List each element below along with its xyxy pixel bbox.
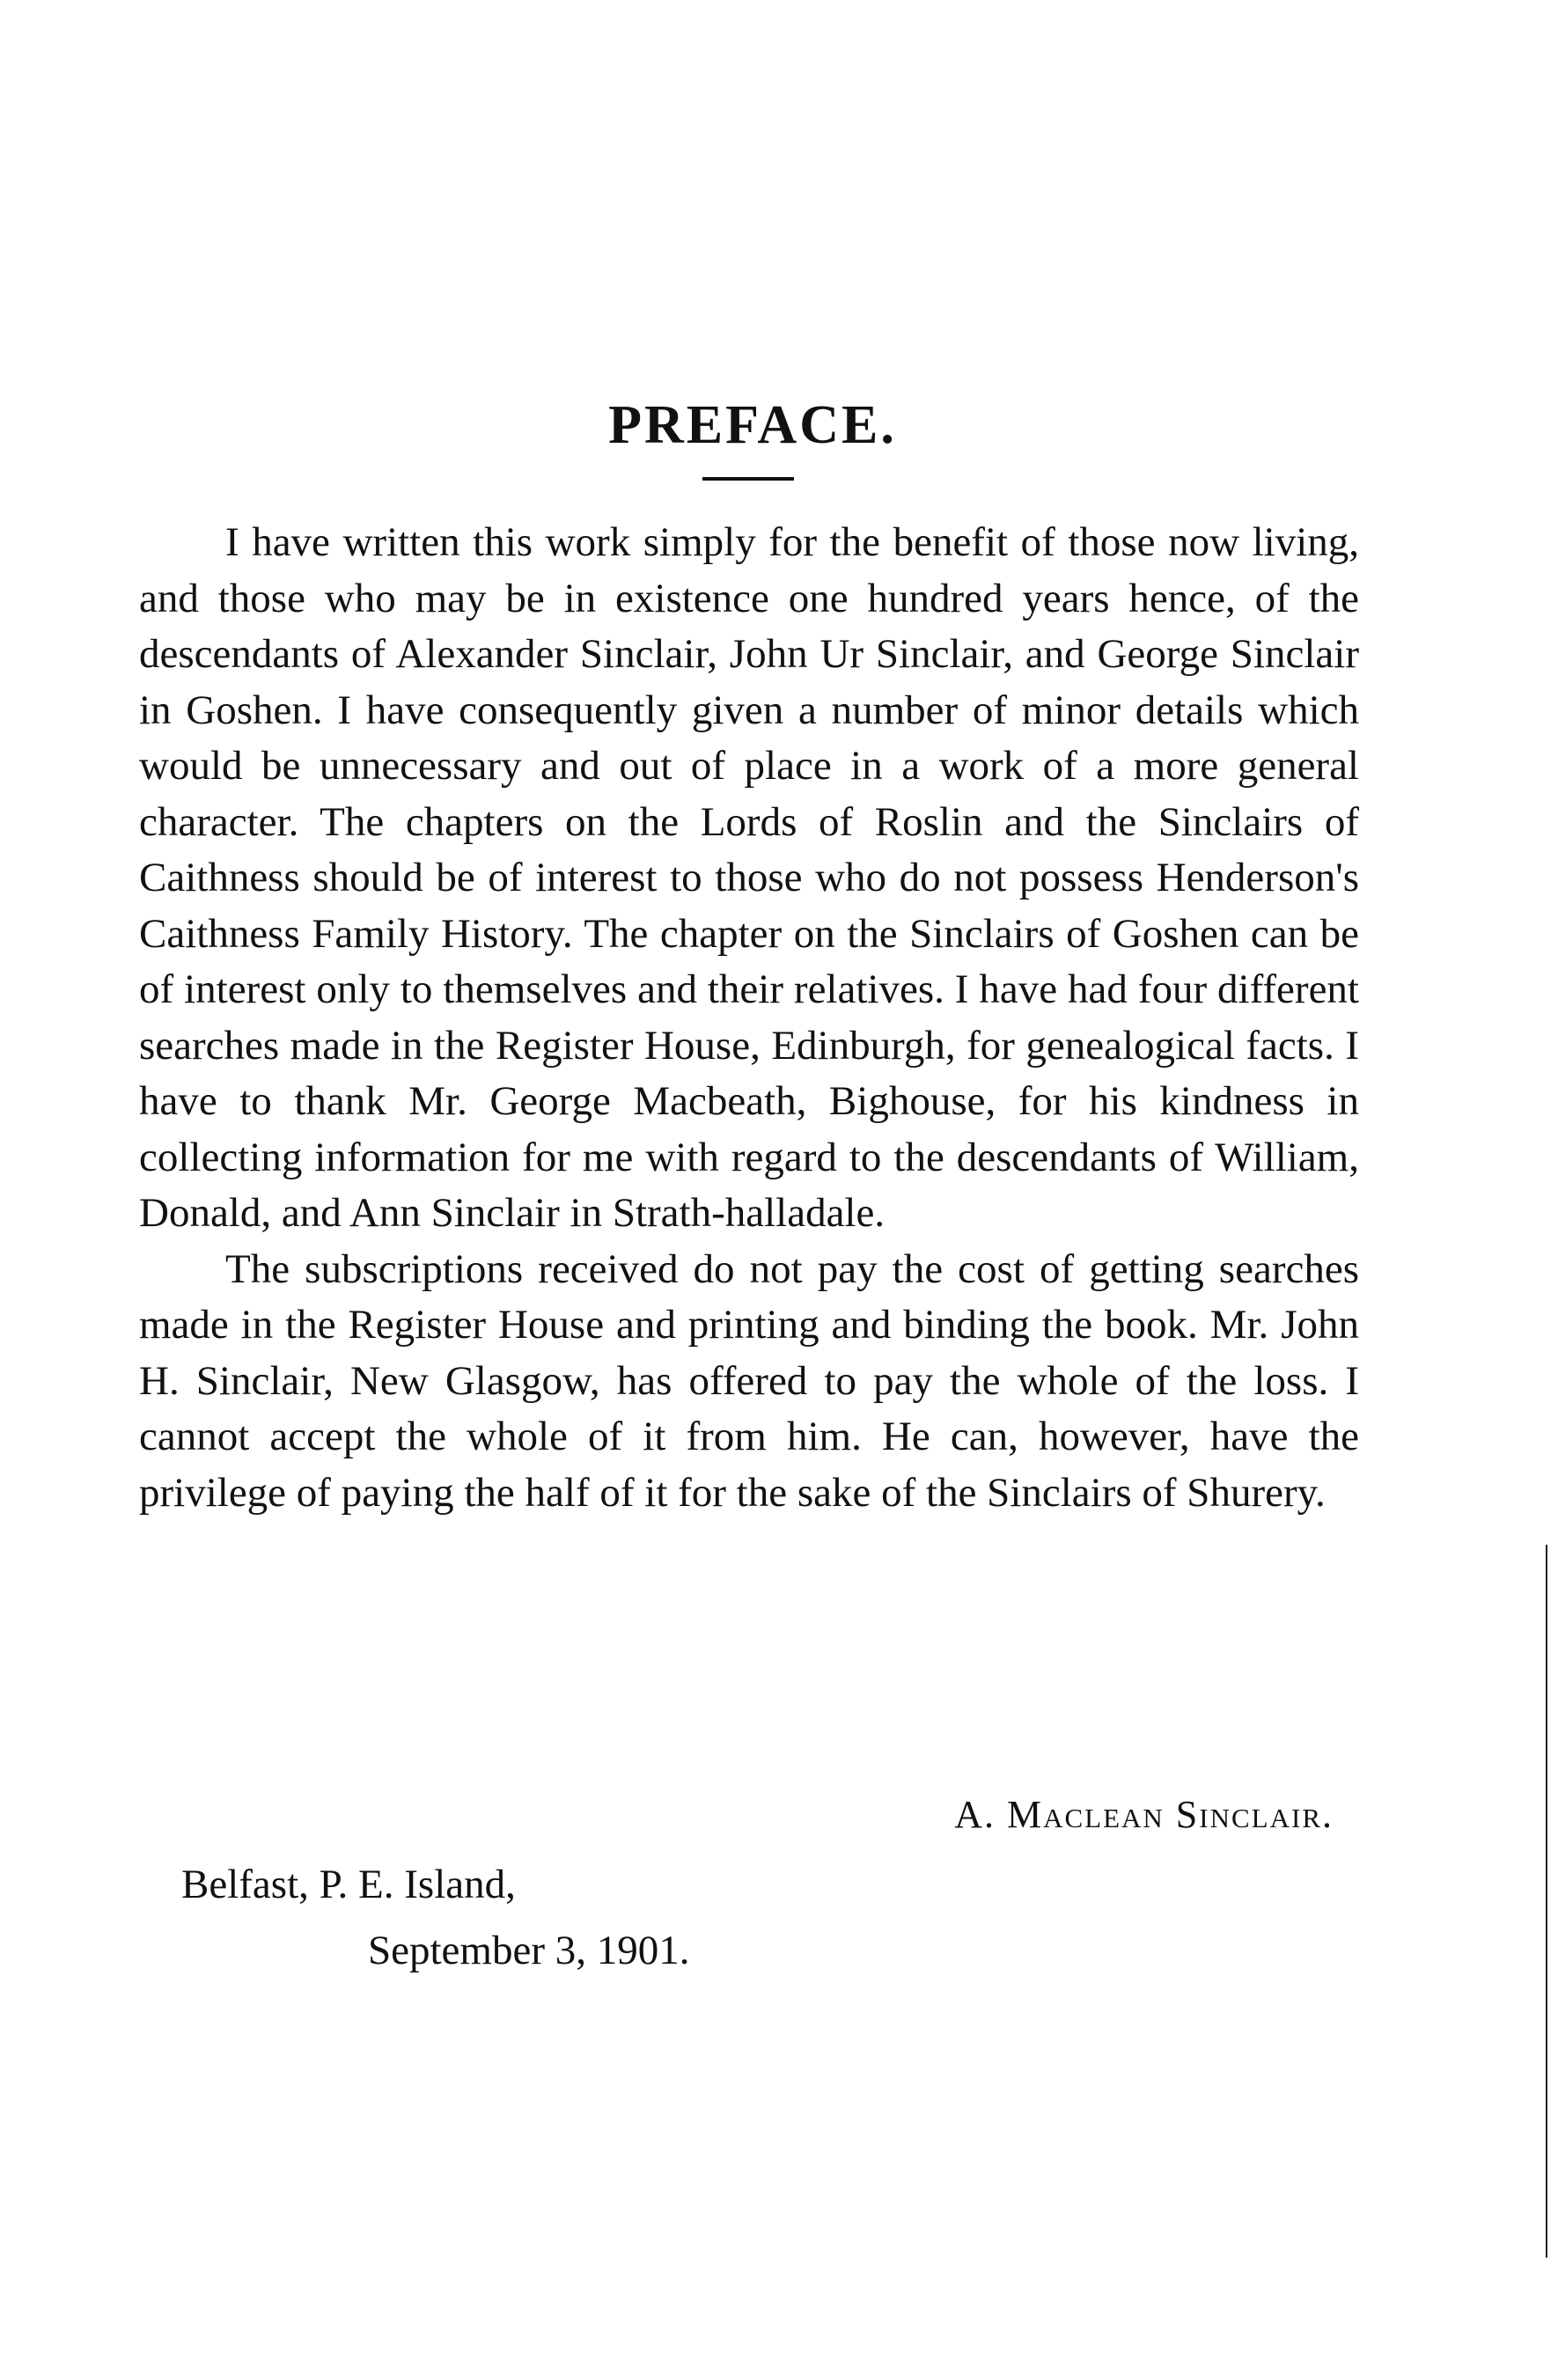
page-title: PREFACE. [608,394,897,455]
date-line: September 3, 1901. [368,1928,690,1973]
place-line: Belfast, P. E. Island, [181,1862,516,1907]
paragraph-2: The subscriptions received do not pay the cost of getting searches made in the Register House and printing and binding the book. Mr. John H. Sinclair, New Glasgow, has offered to pay the whole of the loss. I cannot accept the whole of it from him. He can, however, have the privilege of paying the half of it for the sake of the Sinclairs of Shurery. [139,1245,1359,1516]
scan-margin-line [1546,1545,1547,2258]
paragraph-1: I have written this work simply for the benefit of those now living, and those who may be in existence one hundred years hence, of the descendants of Alexander Sinclair, John Ur Sinclair, and George Sinclair in Goshen. I have consequently given a number of minor details which would be unnecessary and out of place in a work of a more general character. The chapters on the Lords of Roslin and the Sinclairs of Caithness should be of interest to those who do not possess Henderson's Caithness Family History. The chapter on the Sinclairs of Goshen can be of interest only to themselves and their relatives. I have had four different searches made in the Register House, Edinburgh, for genealogical facts. I have to thank Mr. George Macbeath, Bighouse, for his kindness in collecting information for me with regard to the descendants of William, Donald, and Ann Sinclair in Strath-halladale. [139,519,1359,1236]
preface-body [139,515,1359,1521]
author-signature: A. Maclean Sinclair. [954,1793,1334,1836]
title-rule [702,477,794,481]
